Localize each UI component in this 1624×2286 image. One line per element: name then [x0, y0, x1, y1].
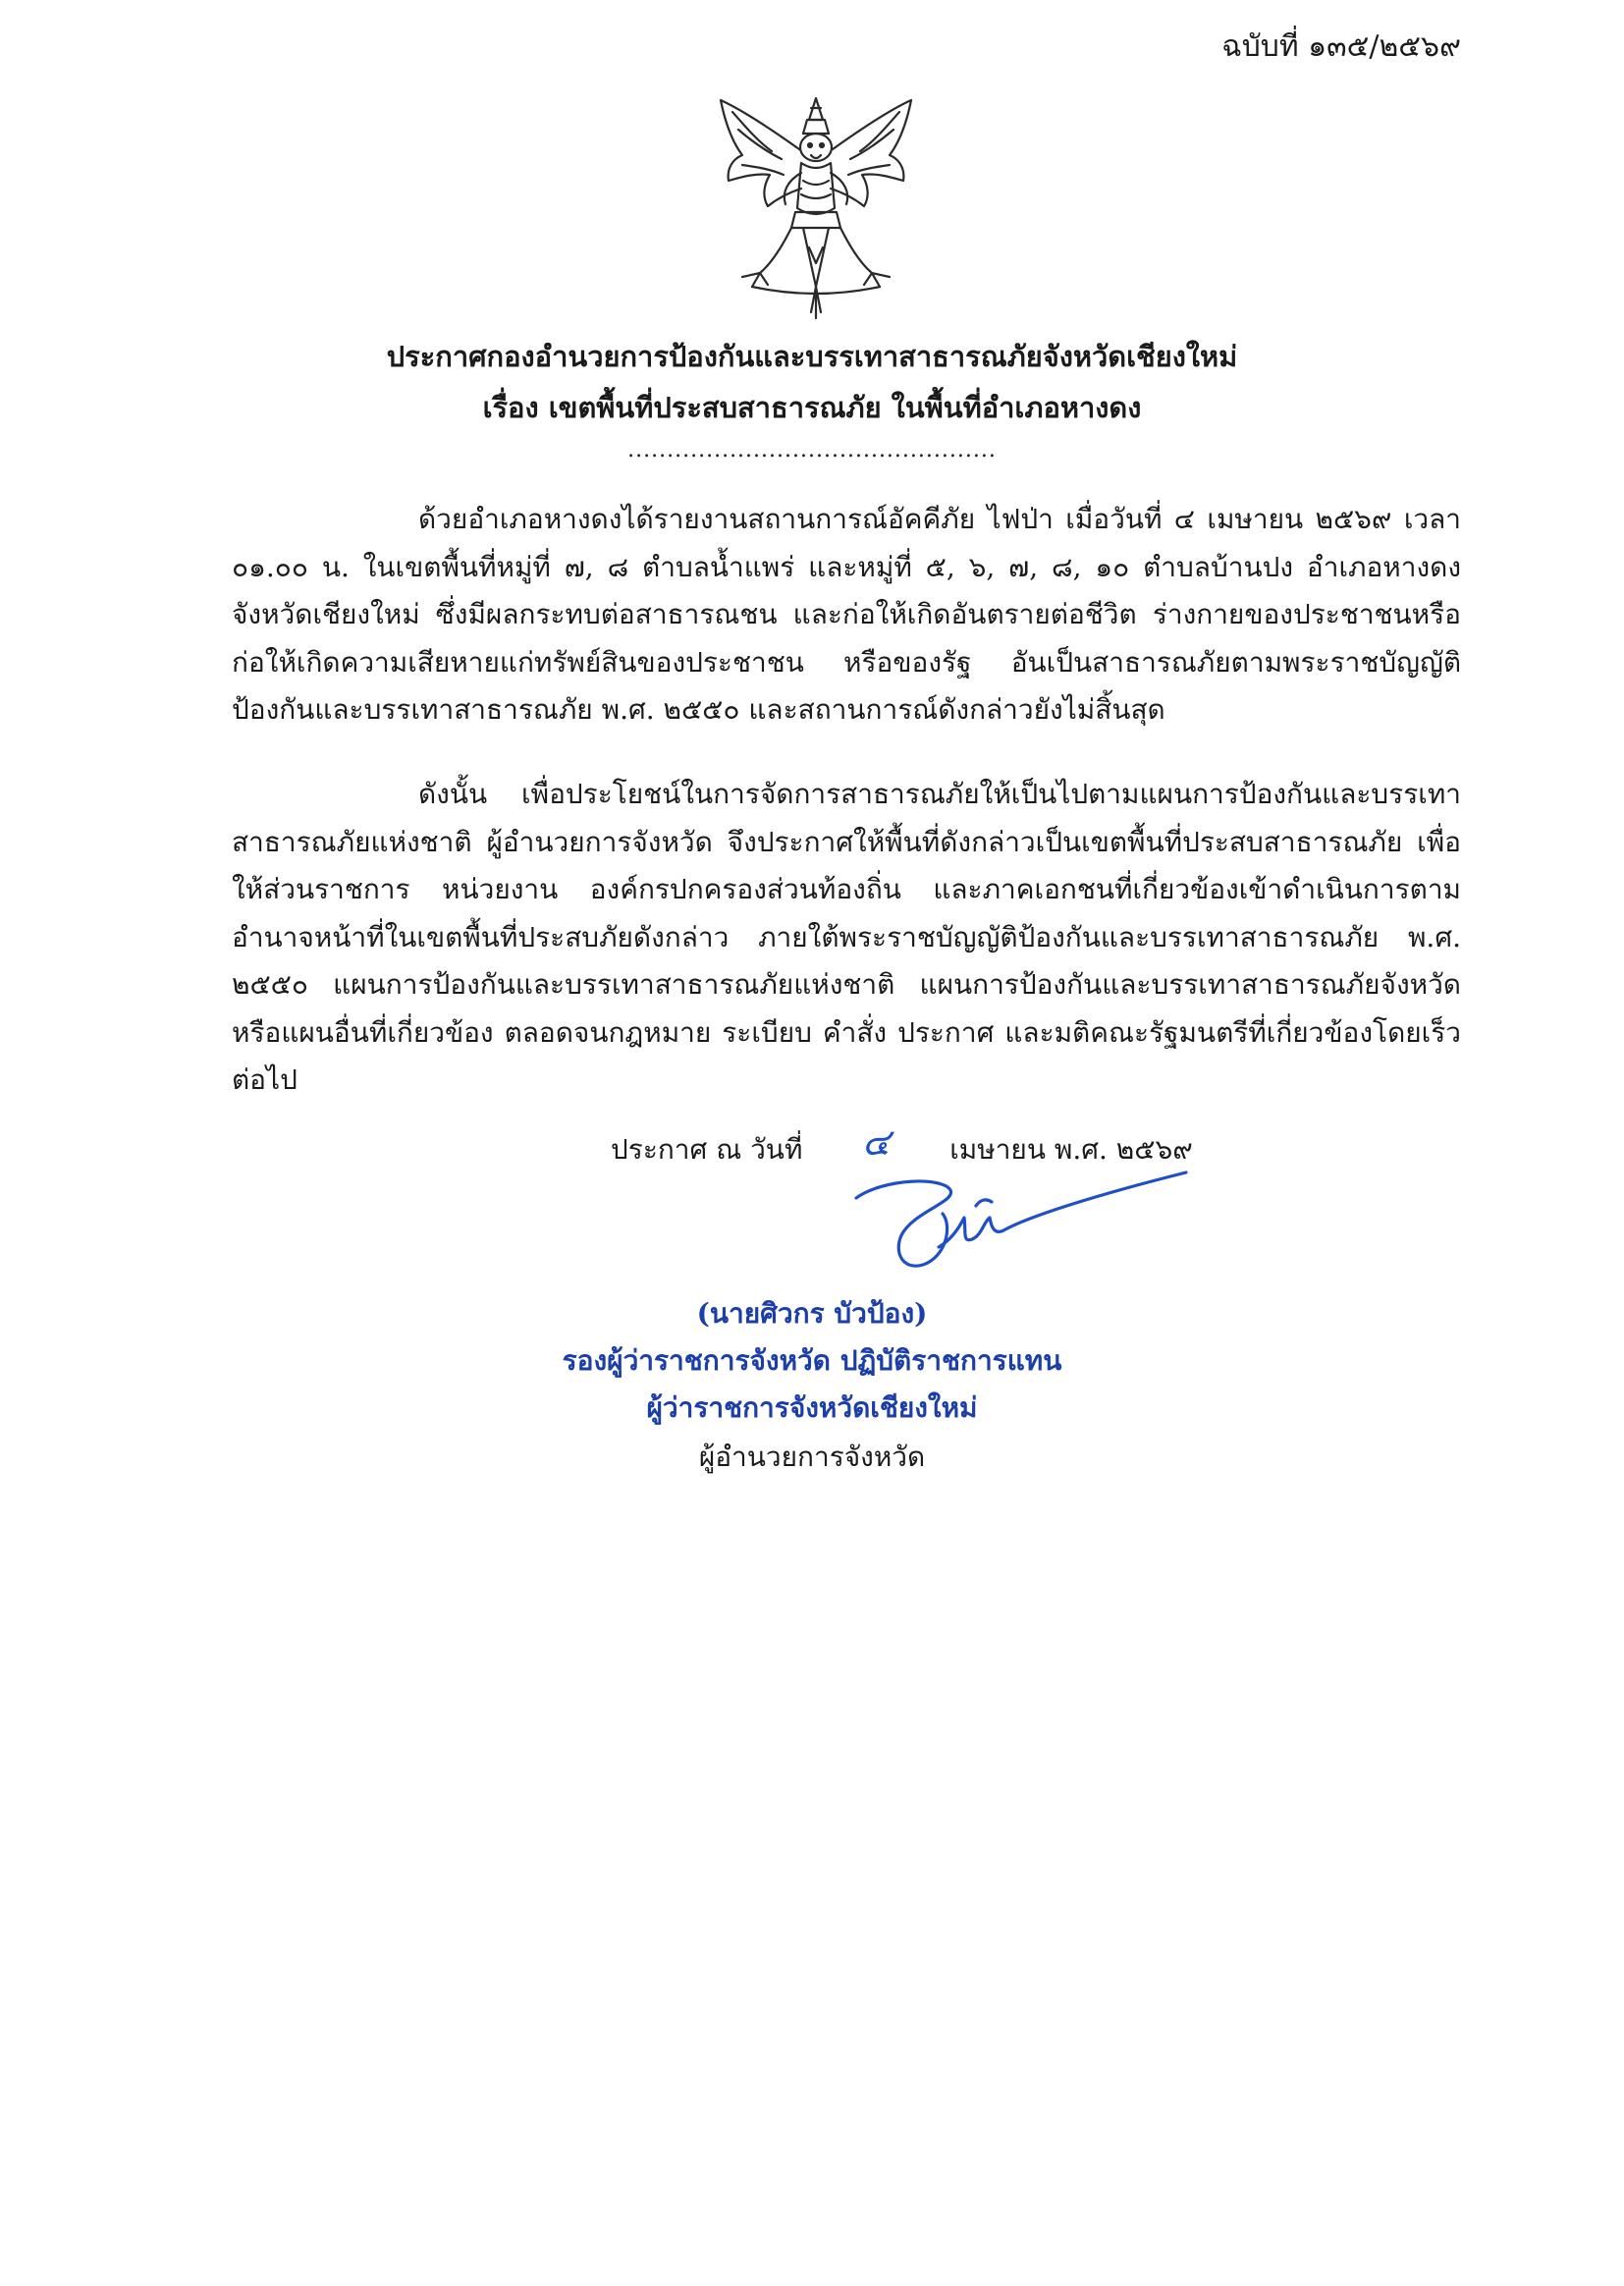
proclamation-prefix: ประกาศ ณ วันที่ — [611, 1133, 803, 1166]
announcement-title: ประกาศกองอำนวยการป้องกันและบรรเทาสาธารณภัยจังหวัดเชียงใหม่ — [386, 340, 1238, 373]
proclamation-day: ๔ — [861, 1120, 891, 1164]
announcement-subject: เรื่อง เขตพื้นที่ประสบสาธารณภัย ในพื้นที่อำเภอหางดง — [482, 391, 1142, 424]
signer-name: (นายศิวกร บัวป้อง) — [696, 1297, 928, 1330]
proclamation-month-year: เมษายน พ.ศ. ๒๕๖๙ — [949, 1133, 1193, 1166]
body-paragraph-2 — [232, 771, 1461, 1105]
document-number: ฉบับที่ ๑๓๕/๒๕๖๙ — [1221, 29, 1461, 64]
signer-title: รองผู้ว่าราชการจังหวัด ปฏิบัติราชการแทน — [562, 1344, 1062, 1377]
handwritten-signature-icon — [844, 1157, 1198, 1294]
signer-title-governor: ผู้ว่าราชการจังหวัดเชียงใหม่ — [646, 1391, 978, 1424]
body-paragraph-1-text: ด้วยอำเภอหางดงได้รายงานสถานการณ์อัคคีภัย ไฟป่า เมื่อวันที่ ๔ เมษายน ๒๕๖๙ เวลา ๐๑.๐๐ น. ในเขตพื้นที่หมู่ที่ ๗, ๘ ตำบลน้ำแพร่ และหมู่ที่ ๕, ๖, ๗, ๘, ๑๐ ตำบลบ้านปง อำเภอหางดง จังหวัดเชียงใหม่ ซึ่งมีผลกระทบต่อสาธารณชน และก่อให้เกิดอันตรายต่อชีวิต ร่างกายของประชาชนหรือก่อให้เกิดความเสียหายแก่ทรัพย์สินของประชาชน หรือของรัฐ อันเป็นสาธารณภัยตามพระราชบัญญัติป้องกันและบรรเทาสาธารณภัย พ.ศ. ๒๕๕๐ และสถานการณ์ดังกล่าวยังไม่สิ้นสุด — [232, 503, 1461, 726]
body-paragraph-1 — [232, 496, 1461, 735]
signer-role: ผู้อำนวยการจังหวัด — [698, 1441, 926, 1473]
body-paragraph-2-text: ดังนั้น เพื่อประโยชน์ในการจัดการสาธารณภัยให้เป็นไปตามแผนการป้องกันและบรรเทาสาธารณภัยแห่งชาติ ผู้อำนวยการจังหวัด จึงประกาศให้พื้นที่ดังกล่าวเป็นเขตพื้นที่ประสบสาธารณภัย เพื่อให้ส่วนราชการ หน่วยงาน องค์กรปกครองส่วนท้องถิ่น และภาคเอกชนที่เกี่ยวข้องเข้าดำเนินการตามอำนาจหน้าที่ในเขตพื้นที่ประสบภัยดังกล่าว ภายใต้พระราชบัญญัติป้องกันและบรรเทาสาธารณภัย พ.ศ. ๒๕๕๐ แผนการป้องกันและบรรเทาสาธารณภัยแห่งชาติ แผนการป้องกันและบรรเทาสาธารณภัยจังหวัด หรือแผนอื่นที่เกี่ยวข้อง ตลอดจนกฎหมาย ระเบียบ คำสั่ง ประกาศ และมติคณะรัฐมนตรีที่เกี่ยวข้องโดยเร็วต่อไป — [232, 778, 1461, 1096]
title-separator: ............................................... — [627, 438, 997, 463]
garuda-emblem-icon — [713, 90, 919, 326]
